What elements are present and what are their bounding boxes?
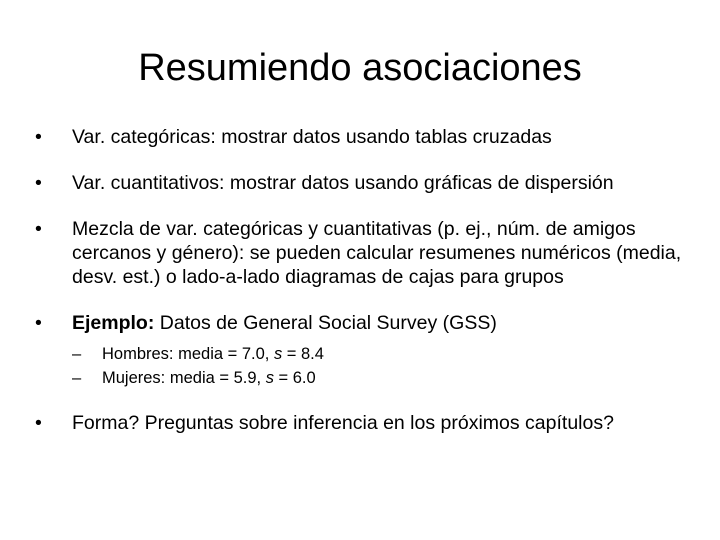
sub-text-var: s [273, 345, 283, 363]
slide-title: Resumiendo asociaciones [138, 47, 582, 89]
sub-text-var: s [265, 369, 274, 387]
sub-text-prefix: Hombres: media = 7.0, [102, 345, 274, 363]
bullet-item-example [30, 311, 690, 389]
sub-item-hombres [72, 343, 690, 365]
bullet-dot: • [35, 412, 42, 434]
bullet-text: Datos de General Social Survey (GSS) [154, 312, 497, 334]
sub-text-suffix: = 8.4 [282, 345, 324, 363]
bullet-dot: • [35, 218, 42, 240]
bullet-text: Var. cuantitativos: mostrar datos usando gráficas de dispersión [72, 172, 614, 194]
bullet-item [30, 171, 690, 195]
bullet-text: Var. categóricas: mostrar datos usando tablas cruzadas [72, 126, 552, 148]
bullet-dot: • [35, 172, 42, 194]
dash-glyph: – [72, 345, 82, 363]
bullet-item [30, 411, 690, 435]
bullet-dot: • [35, 126, 42, 148]
bullet-text: Mezcla de var. categóricas y cuantitativas (p. ej., núm. de amigos cercanos y género): se pueden calcular resumenes numéricos (media, desv. est.) o lado-a-lado diagramas de cajas para grupos [72, 218, 682, 288]
dash-glyph: – [72, 369, 82, 387]
bullet-text: Forma? Preguntas sobre inferencia en los próximos capítulos? [72, 412, 614, 434]
sub-item-mujeres [72, 367, 690, 389]
example-label: Ejemplo: [72, 312, 155, 334]
bullet-dot: • [35, 312, 42, 334]
bullet-list [30, 125, 690, 457]
sub-text-prefix: Mujeres: media = 5.9, [102, 369, 266, 387]
bullet-item [30, 125, 690, 149]
sub-text-suffix: = 6.0 [273, 369, 316, 387]
bullet-item [30, 217, 690, 289]
sub-list [72, 343, 690, 389]
